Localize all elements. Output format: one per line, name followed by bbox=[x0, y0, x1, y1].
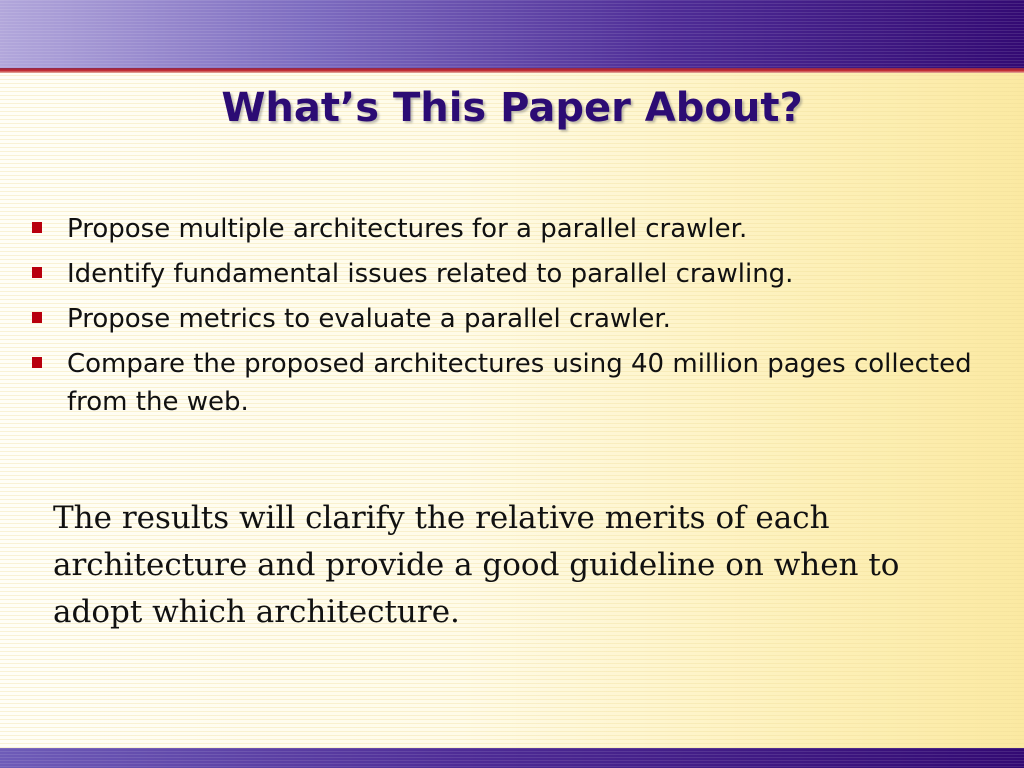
bullet-text: Compare the proposed architectures using 40 million pages collected from the web. bbox=[67, 349, 972, 417]
bullet-item bbox=[30, 345, 990, 421]
top-band bbox=[0, 0, 1024, 68]
top-divider-rule bbox=[0, 68, 1024, 73]
bullet-item bbox=[30, 300, 990, 338]
bullet-marker bbox=[32, 267, 42, 278]
slide-title: What’s This Paper About? bbox=[221, 85, 803, 131]
bullet-item bbox=[30, 210, 990, 248]
bullet-marker bbox=[32, 222, 42, 233]
bullet-item bbox=[30, 255, 990, 293]
bullet-list bbox=[30, 210, 990, 428]
bullet-text: Propose metrics to evaluate a parallel crawler. bbox=[67, 304, 671, 334]
bullet-marker bbox=[32, 357, 42, 368]
bullet-text: Propose multiple architectures for a parallel crawler. bbox=[67, 214, 748, 244]
bullet-text: Identify fundamental issues related to parallel crawling. bbox=[67, 259, 794, 289]
bottom-band bbox=[0, 748, 1024, 768]
summary-paragraph: The results will clarify the relative merits of each architecture and provide a good guideline on when to adopt which architecture. bbox=[53, 500, 900, 630]
bullet-marker bbox=[32, 312, 42, 323]
